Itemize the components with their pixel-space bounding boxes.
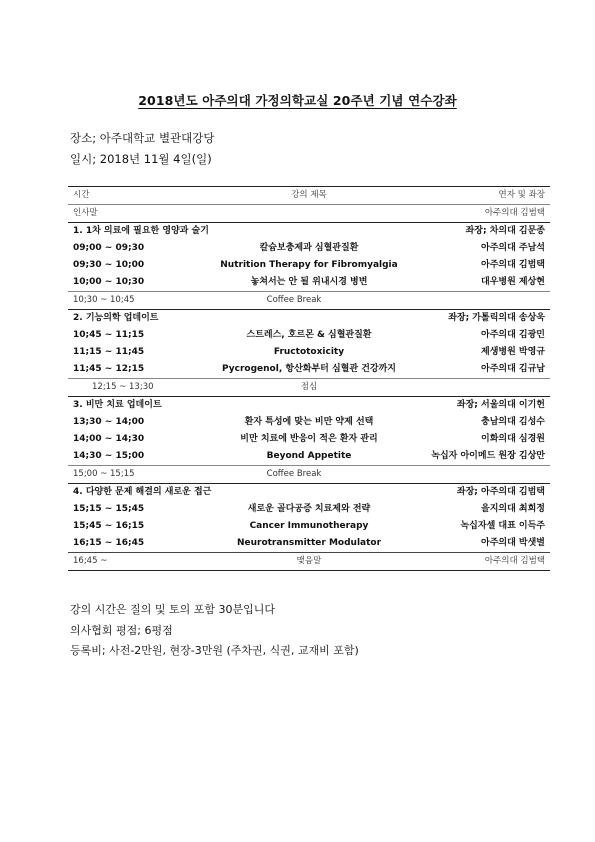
- date-text: 일시; 2018년 11월 4일(일): [70, 152, 212, 166]
- footer-note-duration: 강의 시간은 질의 및 토의 포함 30분입니다: [70, 603, 275, 616]
- talk-time: 15;15 ~ 15;45: [73, 504, 145, 514]
- footer-note-fee: 등록비; 사전-2만원, 현장-3만원 (주차권, 식권, 교재비 포함): [70, 644, 359, 657]
- header-time: 시간: [73, 190, 90, 200]
- talk-row: [68, 361, 550, 378]
- talk-row: [68, 240, 550, 257]
- break-row: [68, 379, 550, 396]
- talk-time: 16;15 ~ 16;45: [73, 538, 145, 548]
- section-header: [68, 484, 550, 501]
- talk-time: 10;00 ~ 10;30: [73, 277, 145, 287]
- break-label: 점심: [300, 382, 318, 392]
- talk-title: Fructotoxicity: [273, 347, 345, 357]
- section-title: 1. 1차 의료에 필요한 영양과 술기: [73, 226, 209, 236]
- talk-title: 놓쳐서는 안 될 위내시경 병변: [250, 277, 368, 287]
- talk-title: Nutrition Therapy for Fibromyalgia: [220, 260, 398, 270]
- document-title: 2018년도 아주의대 가정의학교실 20주년 기념 연수강좌: [138, 93, 457, 108]
- talk-speaker: 아주의대 박샛별: [481, 538, 545, 548]
- section-header: [68, 310, 550, 327]
- section-header: [68, 223, 550, 240]
- talk-title: Cancer Immunotherapy: [249, 521, 369, 531]
- talk-title: Neurotransmitter Modulator: [236, 538, 382, 548]
- talk-title: Pycrogenol, 항산화부터 심혈관 건강까지: [222, 364, 396, 374]
- talk-time: 11;15 ~ 11;45: [73, 347, 145, 357]
- closing-speaker: 아주의대 김범택: [484, 556, 545, 566]
- talk-speaker: 제생병원 박영규: [481, 347, 545, 357]
- talk-speaker: 충남의대 김성수: [481, 417, 545, 427]
- talk-row: [68, 448, 550, 465]
- talk-speaker: 아주의대 김광민: [481, 330, 545, 340]
- talk-time: 09;00 ~ 09;30: [73, 243, 145, 253]
- section-title: 2. 기능의학 업데이트: [73, 313, 159, 323]
- talk-row: [68, 535, 550, 552]
- section-title: 4. 다양한 문제 해결의 새로운 접근: [73, 487, 212, 497]
- break-label: Coffee Break: [266, 295, 322, 305]
- footer-note-credits: 의사협회 평점; 6평점: [70, 624, 173, 637]
- break-row: [68, 292, 550, 309]
- talk-time: 11;45 ~ 12;15: [73, 364, 145, 374]
- break-time: 10;30 ~ 10;45: [73, 295, 135, 305]
- venue-text: 장소; 아주대학교 별관대강당: [70, 131, 215, 145]
- talk-speaker: 아주의대 주남석: [481, 243, 545, 253]
- talk-row: [68, 414, 550, 431]
- talk-speaker: 아주의대 김규남: [481, 364, 545, 374]
- talk-time: 13;30 ~ 14;00: [73, 417, 145, 427]
- talk-row: [68, 344, 550, 361]
- table-header: [68, 187, 550, 204]
- break-time: 15;00 ~ 15;15: [73, 469, 135, 479]
- section-chair: 좌장; 차의대 김문종: [465, 226, 545, 236]
- closing-time: 16;45 ~: [73, 556, 108, 566]
- talk-title: 스트레스, 호르몬 & 심혈관질환: [246, 330, 372, 340]
- schedule-table: [68, 186, 550, 571]
- talk-time: 10;45 ~ 11;15: [73, 330, 145, 340]
- closing-title: 맺음말: [296, 556, 322, 566]
- break-time: 12;15 ~ 13;30: [92, 382, 154, 392]
- talk-speaker: 아주의대 김범택: [481, 260, 545, 270]
- talk-title: 칼슘보충제과 심혈관질환: [259, 243, 359, 253]
- section-chair: 좌장; 가톨릭의대 송상욱: [448, 313, 545, 323]
- talk-title: 비만 치료에 반응이 적은 환자 관리: [240, 434, 378, 444]
- talk-row: [68, 257, 550, 274]
- talk-speaker: 대우병원 제상현: [481, 277, 545, 287]
- talk-row: [68, 501, 550, 518]
- section-header: [68, 397, 550, 414]
- section-chair: 좌장; 아주의대 김범택: [456, 487, 545, 497]
- break-label: Coffee Break: [266, 469, 322, 479]
- talk-title: 환자 특성에 맞는 비만 약제 선택: [244, 417, 374, 427]
- opening-title: 인사말: [73, 208, 98, 218]
- section-chair: 좌장; 서울의대 이기헌: [456, 400, 545, 410]
- opening-speaker: 아주의대 김범택: [484, 208, 545, 218]
- talk-speaker: 을지의대 최희정: [481, 504, 545, 514]
- talk-title: 새로운 골다공증 치료제와 전략: [247, 504, 371, 514]
- talk-speaker: 녹십자셀 대표 이득주: [460, 521, 545, 531]
- talk-row: [68, 518, 550, 535]
- talk-time: 09;30 ~ 10;00: [73, 260, 145, 270]
- section-title: 3. 비만 치료 업데이트: [73, 400, 162, 410]
- header-title: 강의 제목: [291, 190, 327, 200]
- talk-row: [68, 327, 550, 344]
- break-row: [68, 466, 550, 483]
- opening-row: [68, 205, 550, 222]
- talk-row: [68, 274, 550, 291]
- talk-speaker: 이화의대 심경원: [481, 434, 545, 444]
- closing-row: [68, 553, 550, 570]
- talk-row: [68, 431, 550, 448]
- header-speaker: 연자 및 좌장: [498, 190, 545, 200]
- talk-title: Beyond Appetite: [266, 451, 352, 461]
- talk-time: 15;45 ~ 16;15: [73, 521, 145, 531]
- talk-speaker: 녹십자 아이메드 원장 김상만: [431, 451, 545, 461]
- talk-time: 14;30 ~ 15;00: [73, 451, 145, 461]
- talk-time: 14;00 ~ 14;30: [73, 434, 145, 444]
